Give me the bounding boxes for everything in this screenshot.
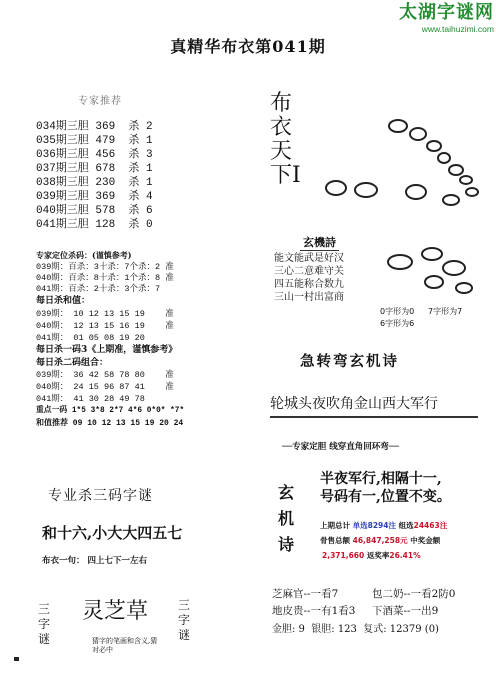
prof-answer: 和十六,小大大四五七 — [42, 524, 183, 542]
expert-row: 035期三胆 479 杀 1 — [36, 135, 153, 147]
poem-line: 四五能称合数九 — [274, 279, 344, 290]
stat-label: 上期总计 — [320, 521, 350, 530]
xuanji-char: 机 — [278, 509, 295, 528]
lingzhi-note: 猜字的笔画和含义,猜对必中 — [92, 637, 158, 654]
positional-title: 专家定位杀码：(谨慎参考) — [36, 250, 132, 260]
stat-value: 24463注 — [413, 521, 448, 530]
daily-kill-label: 每日杀和值： — [36, 296, 91, 306]
buyi-vertical-title: 布衣天下I — [270, 91, 301, 188]
lingzhi-right-label: 三字谜 — [177, 598, 190, 642]
positional-row: 040期：百杀：8十杀：1个杀：8 准 — [36, 273, 174, 283]
expert-heading: 专家推荐 — [78, 96, 122, 107]
kill2-row: 039期： 36 42 58 78 80 准 — [36, 370, 174, 380]
stat-value: 单选8294注 — [352, 521, 396, 530]
bottom-line: 下酒菜--一出9 — [372, 605, 439, 617]
lingzhi-left-label: 三字谜 — [37, 602, 50, 646]
bottom-line: 地皮贵--一有1看3 — [272, 605, 356, 617]
stat-row — [322, 550, 421, 561]
bottom-line: 包二奶--一看2防0 — [372, 588, 456, 600]
stat-label: 骨售总额 — [320, 536, 350, 545]
key-code: 重点一码 1*5 3*8 2*7 4*6 0*0* *7* — [36, 407, 185, 415]
stat-label: 组选 — [398, 521, 414, 530]
stat-label: 返奖率 — [366, 551, 390, 560]
stat-value: 26.41% — [389, 551, 421, 560]
xuanji-char: 诗 — [278, 535, 295, 554]
expert-row: 038期三胆 230 杀 1 — [36, 177, 153, 189]
poem-title: 玄機詩 — [300, 234, 339, 251]
kill2-label: 每日杀二码组合： — [36, 358, 109, 368]
marked-poem — [320, 470, 451, 506]
daily-row: 039期： 10 12 13 15 19 准 — [36, 309, 174, 319]
stat-value: 2,371,660 — [322, 551, 365, 560]
logo-brand: 太湖字谜网 — [399, 2, 494, 23]
expert-row: 036期三胆 456 杀 3 — [36, 149, 153, 161]
coins-illustration — [382, 242, 482, 302]
marked-title: ──专家定胆 线穿直角回环弯── — [282, 442, 399, 452]
daily-row: 040期： 12 13 15 16 19 准 — [36, 321, 174, 331]
poem-line: 能文能武是好汉 — [274, 253, 344, 264]
logo-url: www.taihuzimi.com — [421, 24, 494, 34]
hezhi: 和值推荐 09 10 12 13 15 19 20 24 — [36, 419, 184, 428]
coin-caption: 7字形为7 — [428, 307, 463, 316]
stat-row — [320, 535, 440, 546]
marked-poem-line: 半夜军行,相隔十一, — [320, 471, 442, 487]
expert-row: 037期三胆 678 杀 1 — [36, 163, 153, 175]
coin-caption: 0字形为0 — [380, 307, 415, 316]
positional-row: 041期：百杀：2十杀：3个杀：7 — [36, 284, 161, 294]
poem-line: 三心二意难守关 — [274, 266, 344, 277]
positional-row: 039期：百杀：3十杀：7个杀：2 准 — [36, 262, 174, 272]
lingzhi-title: 灵芝草 — [82, 599, 149, 624]
fleck — [14, 657, 19, 661]
daily-row: 041期： 01 05 08 19 20 — [36, 333, 145, 343]
stat-row — [320, 520, 447, 531]
vine-illustration — [306, 112, 481, 212]
divider — [270, 416, 478, 418]
stat-label: 中奖金额 — [410, 536, 441, 545]
expert-row: 040期三胆 578 杀 6 — [36, 205, 153, 217]
bottom-line: 金胆: 9 银胆: 123 复式: 12379 (0) — [272, 624, 439, 635]
page-title: 真精华布衣第041期 — [170, 37, 326, 56]
coin-caption: 6字形为6 — [380, 319, 415, 328]
stat-value: 46,847,258元 — [352, 536, 408, 545]
turn-title: 急转弯玄机诗 — [300, 353, 399, 370]
site-logo — [392, 2, 494, 38]
prof-title: 专业杀三码字谜 — [48, 488, 153, 504]
kill2-row: 041期： 41 30 28 49 78 — [36, 394, 145, 404]
poem-line: 三山一村出富商 — [274, 292, 344, 303]
expert-row: 039期三胆 369 杀 4 — [36, 191, 153, 203]
xuanji-vertical — [278, 480, 294, 558]
xuanji-char: 玄 — [278, 483, 295, 502]
bottom-line: 芝麻官--一看7 — [272, 588, 339, 600]
one-code-label: 每日杀一码3《上期准，谨慎参考》 — [36, 345, 178, 355]
expert-row: 041期三胆 128 杀 0 — [36, 219, 153, 231]
kill2-row: 040期： 24 15 96 87 41 准 — [36, 382, 174, 392]
buyi-line: 布衣一句： 四上七下一左右 — [42, 556, 147, 566]
marked-poem-line: 号码有一,位置不变。 — [320, 489, 451, 505]
city-line: 轮城头夜吹角金山西大军行 — [270, 396, 438, 412]
expert-row: 034期三胆 369 杀 2 — [36, 121, 153, 133]
